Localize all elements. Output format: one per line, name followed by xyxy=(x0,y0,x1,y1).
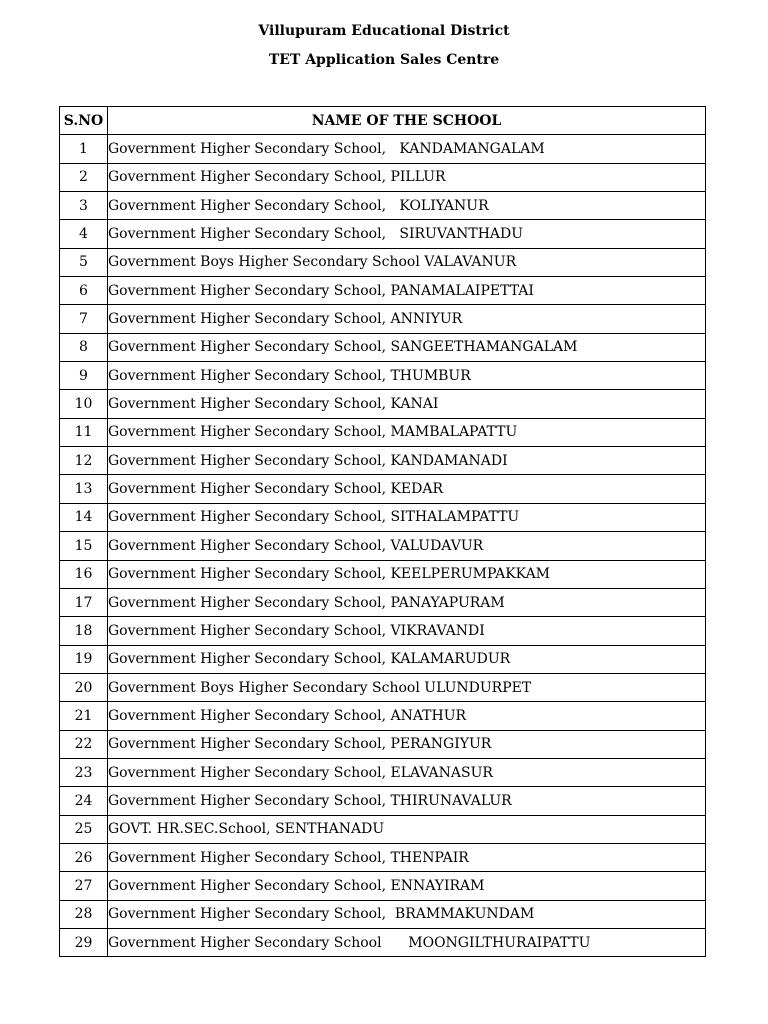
table-row xyxy=(60,588,706,616)
row-school-name: Government Higher Secondary School, SIRUVANTHADU xyxy=(108,220,706,248)
table-row xyxy=(60,390,706,418)
row-sno: 4 xyxy=(60,220,108,248)
row-sno: 17 xyxy=(60,588,108,616)
row-school-name: Government Boys Higher Secondary School VALAVANUR xyxy=(108,248,706,276)
table-row xyxy=(60,673,706,701)
table-row xyxy=(60,447,706,475)
row-school-name: Government Higher Secondary School, SANGEETHAMANGALAM xyxy=(108,333,706,361)
row-sno: 28 xyxy=(60,900,108,928)
row-school-name: Government Higher Secondary School MOONGILTHURAIPATTU xyxy=(108,928,706,956)
table-row xyxy=(60,928,706,956)
row-sno: 11 xyxy=(60,418,108,446)
table-row xyxy=(60,702,706,730)
row-school-name: Government Higher Secondary School, KEELPERUMPAKKAM xyxy=(108,560,706,588)
document-subtitle: TET Application Sales Centre xyxy=(268,52,500,68)
row-school-name: Government Higher Secondary School, ANATHUR xyxy=(108,702,706,730)
row-sno: 14 xyxy=(60,503,108,531)
row-school-name: Government Higher Secondary School, THUMBUR xyxy=(108,362,706,390)
row-school-name: Government Higher Secondary School, MAMBALAPATTU xyxy=(108,418,706,446)
table-row xyxy=(60,277,706,305)
row-school-name: Government Higher Secondary School, KALAMARUDUR xyxy=(108,645,706,673)
row-school-name: GOVT. HR.SEC.School, SENTHANADU xyxy=(108,815,706,843)
row-sno: 7 xyxy=(60,305,108,333)
row-sno: 6 xyxy=(60,277,108,305)
table-row xyxy=(60,617,706,645)
row-school-name: Government Higher Secondary School, VALUDAVUR xyxy=(108,532,706,560)
row-sno: 24 xyxy=(60,787,108,815)
row-school-name: Government Boys Higher Secondary School ULUNDURPET xyxy=(108,673,706,701)
table-row xyxy=(60,220,706,248)
table-row xyxy=(60,475,706,503)
row-school-name: Government Higher Secondary School, VIKRAVANDI xyxy=(108,617,706,645)
table-header-row xyxy=(60,107,706,135)
row-sno: 5 xyxy=(60,248,108,276)
table-row xyxy=(60,560,706,588)
row-school-name: Government Higher Secondary School, THIRUNAVALUR xyxy=(108,787,706,815)
row-sno: 22 xyxy=(60,730,108,758)
table-row xyxy=(60,418,706,446)
row-sno: 1 xyxy=(60,135,108,163)
document-title: Villupuram Educational District xyxy=(258,23,510,39)
row-sno: 2 xyxy=(60,163,108,191)
table-row xyxy=(60,758,706,786)
row-sno: 12 xyxy=(60,447,108,475)
table-row xyxy=(60,135,706,163)
row-school-name: Government Higher Secondary School, PANAYAPURAM xyxy=(108,588,706,616)
row-school-name: Government Higher Secondary School, ENNAYIRAM xyxy=(108,872,706,900)
row-sno: 25 xyxy=(60,815,108,843)
row-sno: 27 xyxy=(60,872,108,900)
table-row xyxy=(60,163,706,191)
row-sno: 21 xyxy=(60,702,108,730)
row-school-name: Government Higher Secondary School, KANDAMANGALAM xyxy=(108,135,706,163)
table-row xyxy=(60,872,706,900)
row-school-name: Government Higher Secondary School, KOLIYANUR xyxy=(108,192,706,220)
table-row xyxy=(60,645,706,673)
row-school-name: Government Higher Secondary School, PANAMALAIPETTAI xyxy=(108,277,706,305)
column-header-school-name: NAME OF THE SCHOOL xyxy=(108,107,706,135)
row-school-name: Government Higher Secondary School, BRAMMAKUNDAM xyxy=(108,900,706,928)
row-sno: 3 xyxy=(60,192,108,220)
row-school-name: Government Higher Secondary School, KANAI xyxy=(108,390,706,418)
table-row xyxy=(60,333,706,361)
table-row xyxy=(60,248,706,276)
row-sno: 16 xyxy=(60,560,108,588)
row-school-name: Government Higher Secondary School, SITHALAMPATTU xyxy=(108,503,706,531)
row-sno: 19 xyxy=(60,645,108,673)
table-row xyxy=(60,900,706,928)
row-school-name: Government Higher Secondary School, THENPAIR xyxy=(108,843,706,871)
row-sno: 13 xyxy=(60,475,108,503)
row-school-name: Government Higher Secondary School, KANDAMANADI xyxy=(108,447,706,475)
row-school-name: Government Higher Secondary School, PILLUR xyxy=(108,163,706,191)
row-school-name: Government Higher Secondary School, KEDAR xyxy=(108,475,706,503)
table-row xyxy=(60,730,706,758)
schools-table xyxy=(59,106,706,957)
table-row xyxy=(60,192,706,220)
table-row xyxy=(60,843,706,871)
row-sno: 23 xyxy=(60,758,108,786)
row-school-name: Government Higher Secondary School, ELAVANASUR xyxy=(108,758,706,786)
row-sno: 8 xyxy=(60,333,108,361)
table-row xyxy=(60,815,706,843)
row-school-name: Government Higher Secondary School, PERANGIYUR xyxy=(108,730,706,758)
row-sno: 9 xyxy=(60,362,108,390)
table-row xyxy=(60,362,706,390)
row-sno: 10 xyxy=(60,390,108,418)
row-sno: 15 xyxy=(60,532,108,560)
table-row xyxy=(60,532,706,560)
row-sno: 29 xyxy=(60,928,108,956)
table-row xyxy=(60,503,706,531)
row-sno: 26 xyxy=(60,843,108,871)
row-sno: 20 xyxy=(60,673,108,701)
column-header-sno: S.NO xyxy=(60,107,108,135)
table-row xyxy=(60,305,706,333)
row-school-name: Government Higher Secondary School, ANNIYUR xyxy=(108,305,706,333)
table-row xyxy=(60,787,706,815)
row-sno: 18 xyxy=(60,617,108,645)
